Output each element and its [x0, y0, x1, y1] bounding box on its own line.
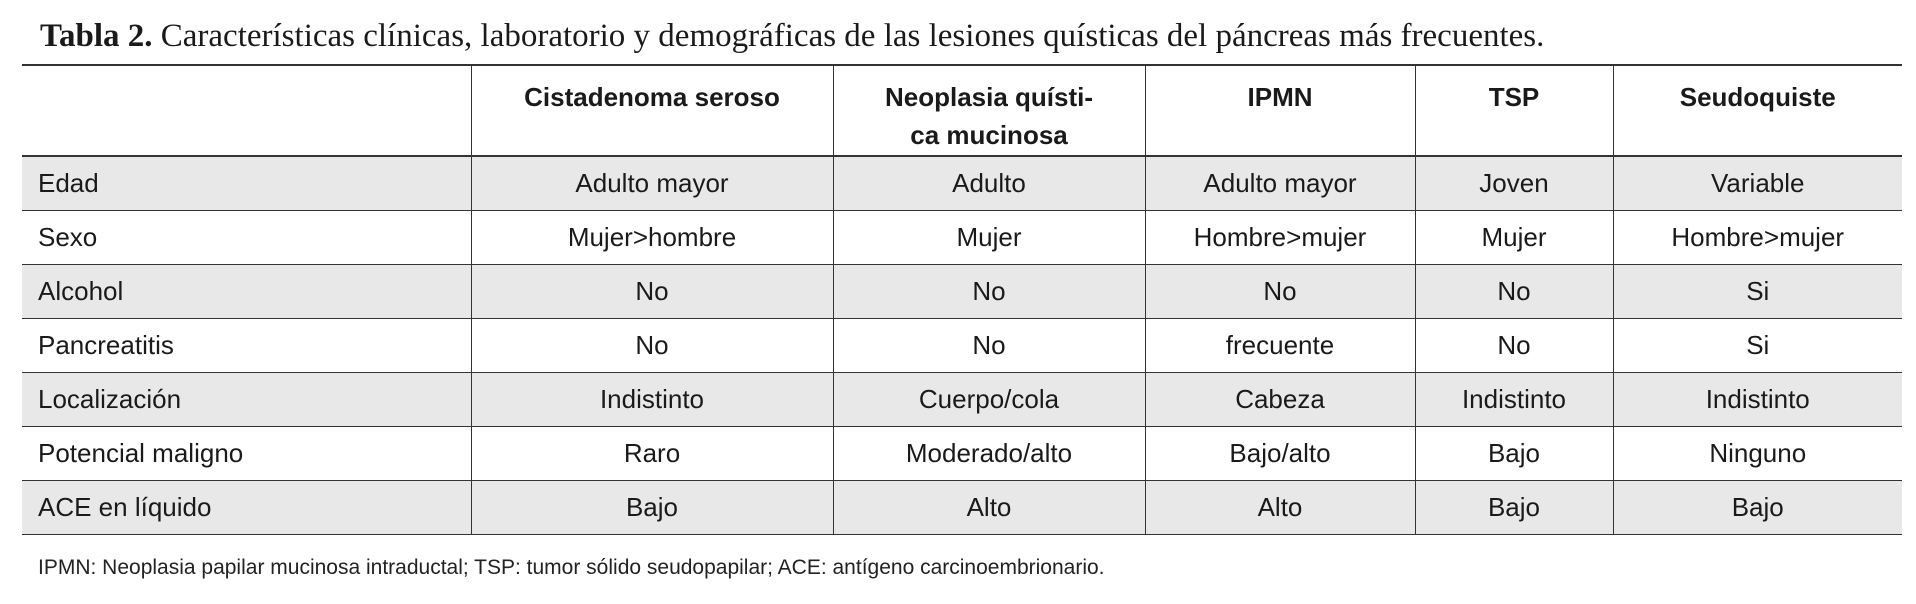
- table-caption: [40, 14, 1544, 58]
- row-label: ACE en líquido: [22, 480, 471, 534]
- table-cell: Hombre>mujer: [1145, 210, 1415, 264]
- column-header-empty: [22, 65, 471, 156]
- column-header-text: Seudoquiste: [1679, 82, 1836, 112]
- table-cell: No: [833, 264, 1145, 318]
- table-cell: Indistinto: [1415, 372, 1613, 426]
- table-cell: Si: [1613, 264, 1902, 318]
- table-cell: Adulto: [833, 156, 1145, 210]
- table-cell: No: [1145, 264, 1415, 318]
- row-label: Pancreatitis: [22, 318, 471, 372]
- table-cell: Bajo: [1415, 426, 1613, 480]
- table-header-row: [22, 65, 1902, 156]
- table-cell: Moderado/alto: [833, 426, 1145, 480]
- table-cell: frecuente: [1145, 318, 1415, 372]
- table-cell: Cuerpo/cola: [833, 372, 1145, 426]
- table-cell: No: [471, 318, 833, 372]
- table-row-edad: [22, 156, 1902, 210]
- table-cell: Adulto mayor: [1145, 156, 1415, 210]
- table-cell: Mujer>hombre: [471, 210, 833, 264]
- table-cell: Bajo: [471, 480, 833, 534]
- table-row-alcohol: [22, 264, 1902, 318]
- table-cell: Indistinto: [471, 372, 833, 426]
- table-cell: Hombre>mujer: [1613, 210, 1902, 264]
- column-header-ipmn: [1145, 65, 1415, 156]
- table-cell: Si: [1613, 318, 1902, 372]
- table-cell: Bajo: [1415, 480, 1613, 534]
- table-caption-label: Tabla 2.: [40, 18, 153, 54]
- table-cell: No: [1415, 264, 1613, 318]
- row-label: Potencial maligno: [22, 426, 471, 480]
- table-cell: No: [1415, 318, 1613, 372]
- table-cell: Joven: [1415, 156, 1613, 210]
- table-cell: Alto: [833, 480, 1145, 534]
- table-cell: Alto: [1145, 480, 1415, 534]
- table-cell: Raro: [471, 426, 833, 480]
- table-row-localizacion: [22, 372, 1902, 426]
- table-cell: Variable: [1613, 156, 1902, 210]
- column-header-text-line-2: ca mucinosa: [910, 120, 1068, 150]
- row-label: Edad: [22, 156, 471, 210]
- table-cell: Indistinto: [1613, 372, 1902, 426]
- table-cell: Bajo: [1613, 480, 1902, 534]
- column-header-neoplasia-quistica-mucinosa: [833, 65, 1145, 156]
- table-row-ace-en-liquido: [22, 480, 1902, 534]
- table-cell: Ninguno: [1613, 426, 1902, 480]
- table-cell: Adulto mayor: [471, 156, 833, 210]
- table-cell: Bajo/alto: [1145, 426, 1415, 480]
- column-header-text: IPMN: [1247, 82, 1313, 112]
- table-cell: Mujer: [833, 210, 1145, 264]
- row-label: Alcohol: [22, 264, 471, 318]
- column-header-text: Cistadenoma seroso: [524, 82, 780, 112]
- table-row-sexo: [22, 210, 1902, 264]
- table-row-pancreatitis: [22, 318, 1902, 372]
- column-header-tsp: [1415, 65, 1613, 156]
- table-cell: Cabeza: [1145, 372, 1415, 426]
- column-header-cistadenoma-seroso: [471, 65, 833, 156]
- column-header-seudoquiste: [1613, 65, 1902, 156]
- table-footnote: IPMN: Neoplasia papilar mucinosa intraductal; TSP: tumor sólido seudopapilar; ACE: antígeno carcinoembrionario.: [38, 556, 1105, 579]
- row-label: Localización: [22, 372, 471, 426]
- row-label: Sexo: [22, 210, 471, 264]
- table-cell: No: [471, 264, 833, 318]
- table-row-potencial-maligno: [22, 426, 1902, 480]
- table-caption-text: Características clínicas, laboratorio y demográficas de las lesiones quísticas del páncreas más frecuentes.: [160, 18, 1545, 54]
- clinical-features-table: [22, 64, 1902, 535]
- table-cell: Mujer: [1415, 210, 1613, 264]
- column-header-text: TSP: [1488, 82, 1540, 112]
- table-cell: No: [833, 318, 1145, 372]
- column-header-text-line-1: Neoplasia quísti-: [884, 82, 1094, 112]
